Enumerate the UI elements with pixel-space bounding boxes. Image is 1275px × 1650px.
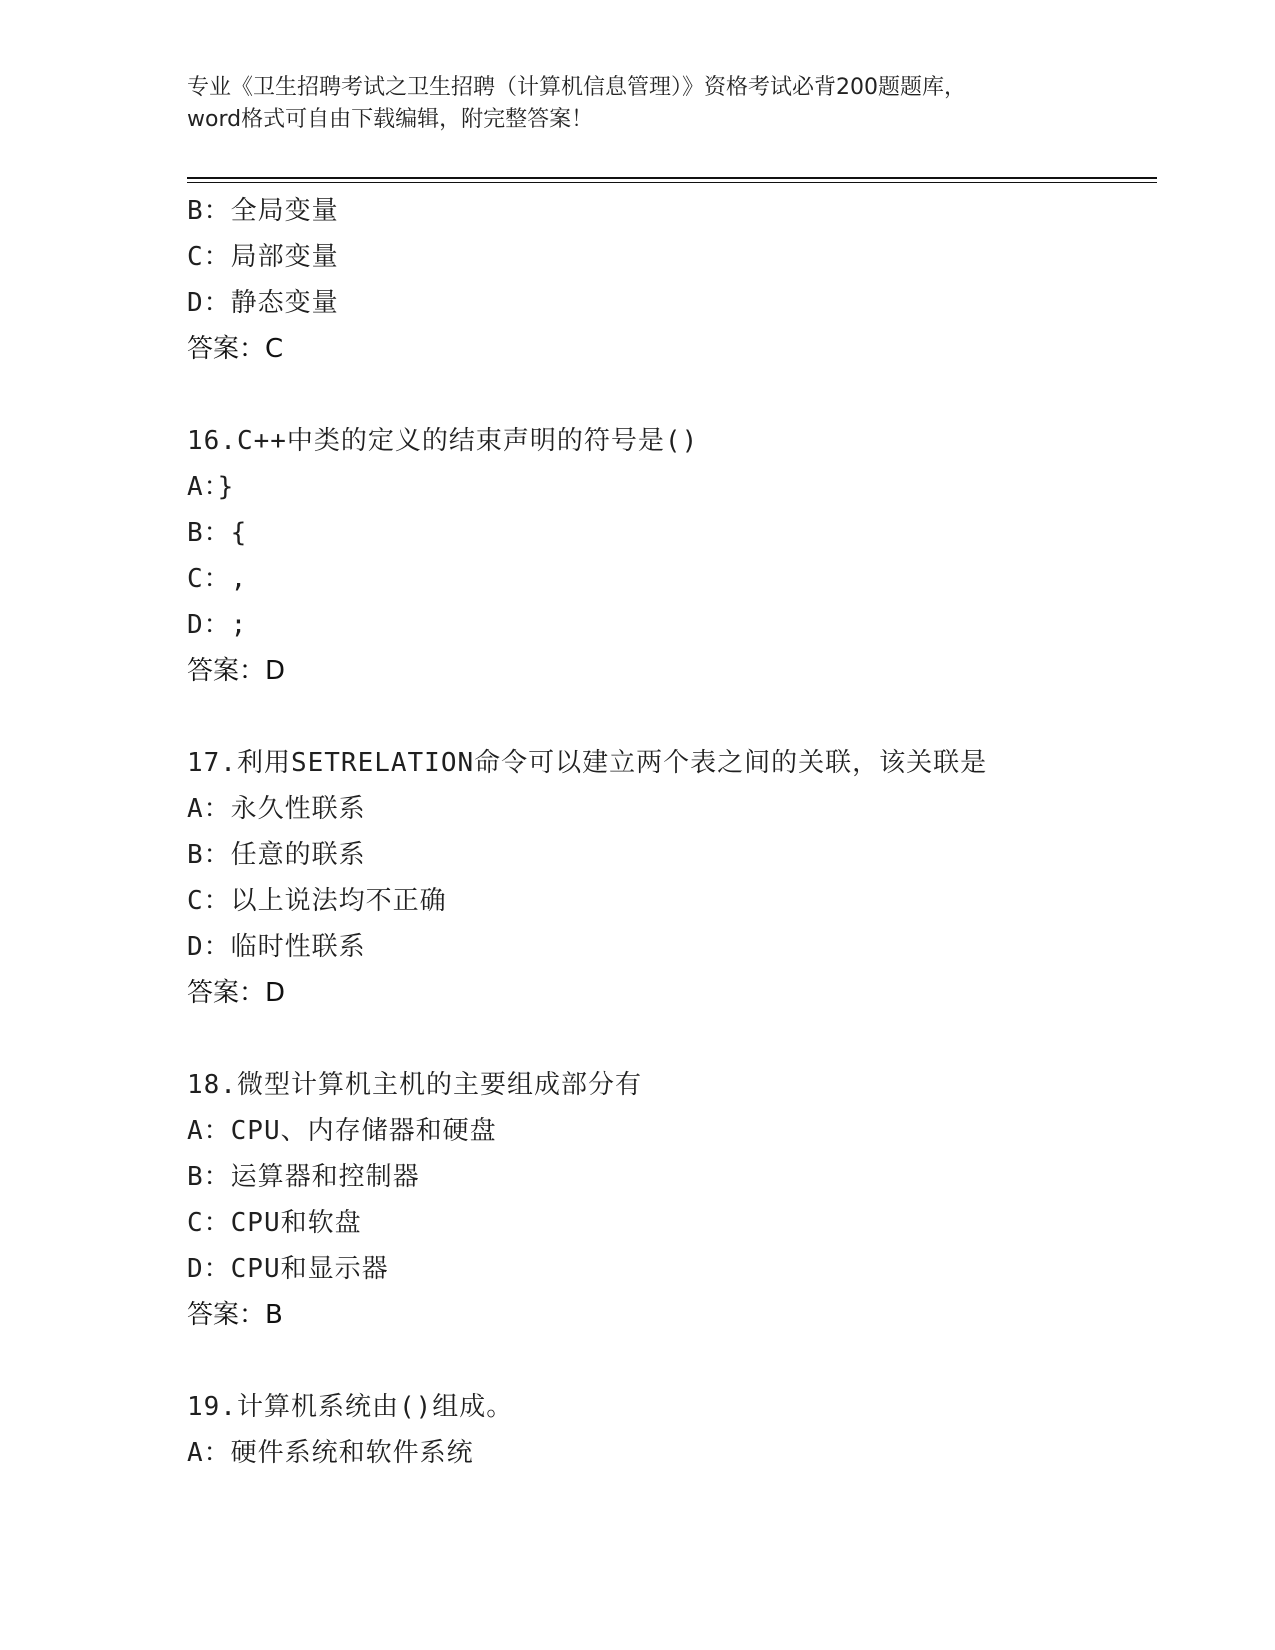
- option-d: D：临时性联系: [187, 932, 366, 962]
- option-d: D：CPU和显示器: [187, 1254, 389, 1284]
- question-text: 18.微型计算机主机的主要组成部分有: [187, 1070, 642, 1100]
- question-text: 17.利用SETRELATION命令可以建立两个表之间的关联，该关联是: [187, 748, 988, 778]
- option-b: B：任意的联系: [187, 840, 366, 870]
- header-line-1: 专业《卫生招聘考试之卫生招聘（计算机信息管理）》资格考试必背200题题库，: [187, 75, 966, 100]
- option-a: A：}: [187, 472, 235, 502]
- question-block-18: [187, 1062, 1157, 1338]
- question-block-17: [187, 740, 1157, 1016]
- option-a: A：硬件系统和软件系统: [187, 1438, 474, 1468]
- option-a: A：永久性联系: [187, 794, 366, 824]
- option-c: C：,: [187, 564, 248, 594]
- spacer: [187, 372, 1157, 418]
- option-b: B：全局变量: [187, 196, 339, 226]
- question-block-15: [187, 188, 1157, 372]
- option-c: C：以上说法均不正确: [187, 886, 447, 916]
- header-divider-thin: [187, 182, 1157, 183]
- answer-line: 答案：B: [187, 1300, 283, 1330]
- option-a: A：CPU、内存储器和硬盘: [187, 1116, 497, 1146]
- option-d: D：静态变量: [187, 288, 339, 318]
- spacer: [187, 1338, 1157, 1384]
- option-c: C：局部变量: [187, 242, 339, 272]
- header-divider-thick: [187, 177, 1157, 179]
- spacer: [187, 694, 1157, 740]
- question-text: 19.计算机系统由()组成。: [187, 1392, 514, 1422]
- question-list: [187, 188, 1157, 1476]
- option-b: B：运算器和控制器: [187, 1162, 420, 1192]
- option-b: B：{: [187, 518, 248, 548]
- option-c: C：CPU和软盘: [187, 1208, 362, 1238]
- answer-line: 答案：D: [187, 656, 286, 686]
- spacer: [187, 1016, 1157, 1062]
- question-block-16: [187, 418, 1157, 694]
- answer-line: 答案：C: [187, 334, 284, 364]
- answer-line: 答案：D: [187, 978, 286, 1008]
- document-header: [187, 72, 1087, 136]
- option-d: D：;: [187, 610, 248, 640]
- question-text: 16.C++中类的定义的结束声明的符号是(): [187, 426, 699, 456]
- header-line-2: word格式可自由下载编辑，附完整答案！: [187, 107, 594, 132]
- question-block-19: [187, 1384, 1157, 1476]
